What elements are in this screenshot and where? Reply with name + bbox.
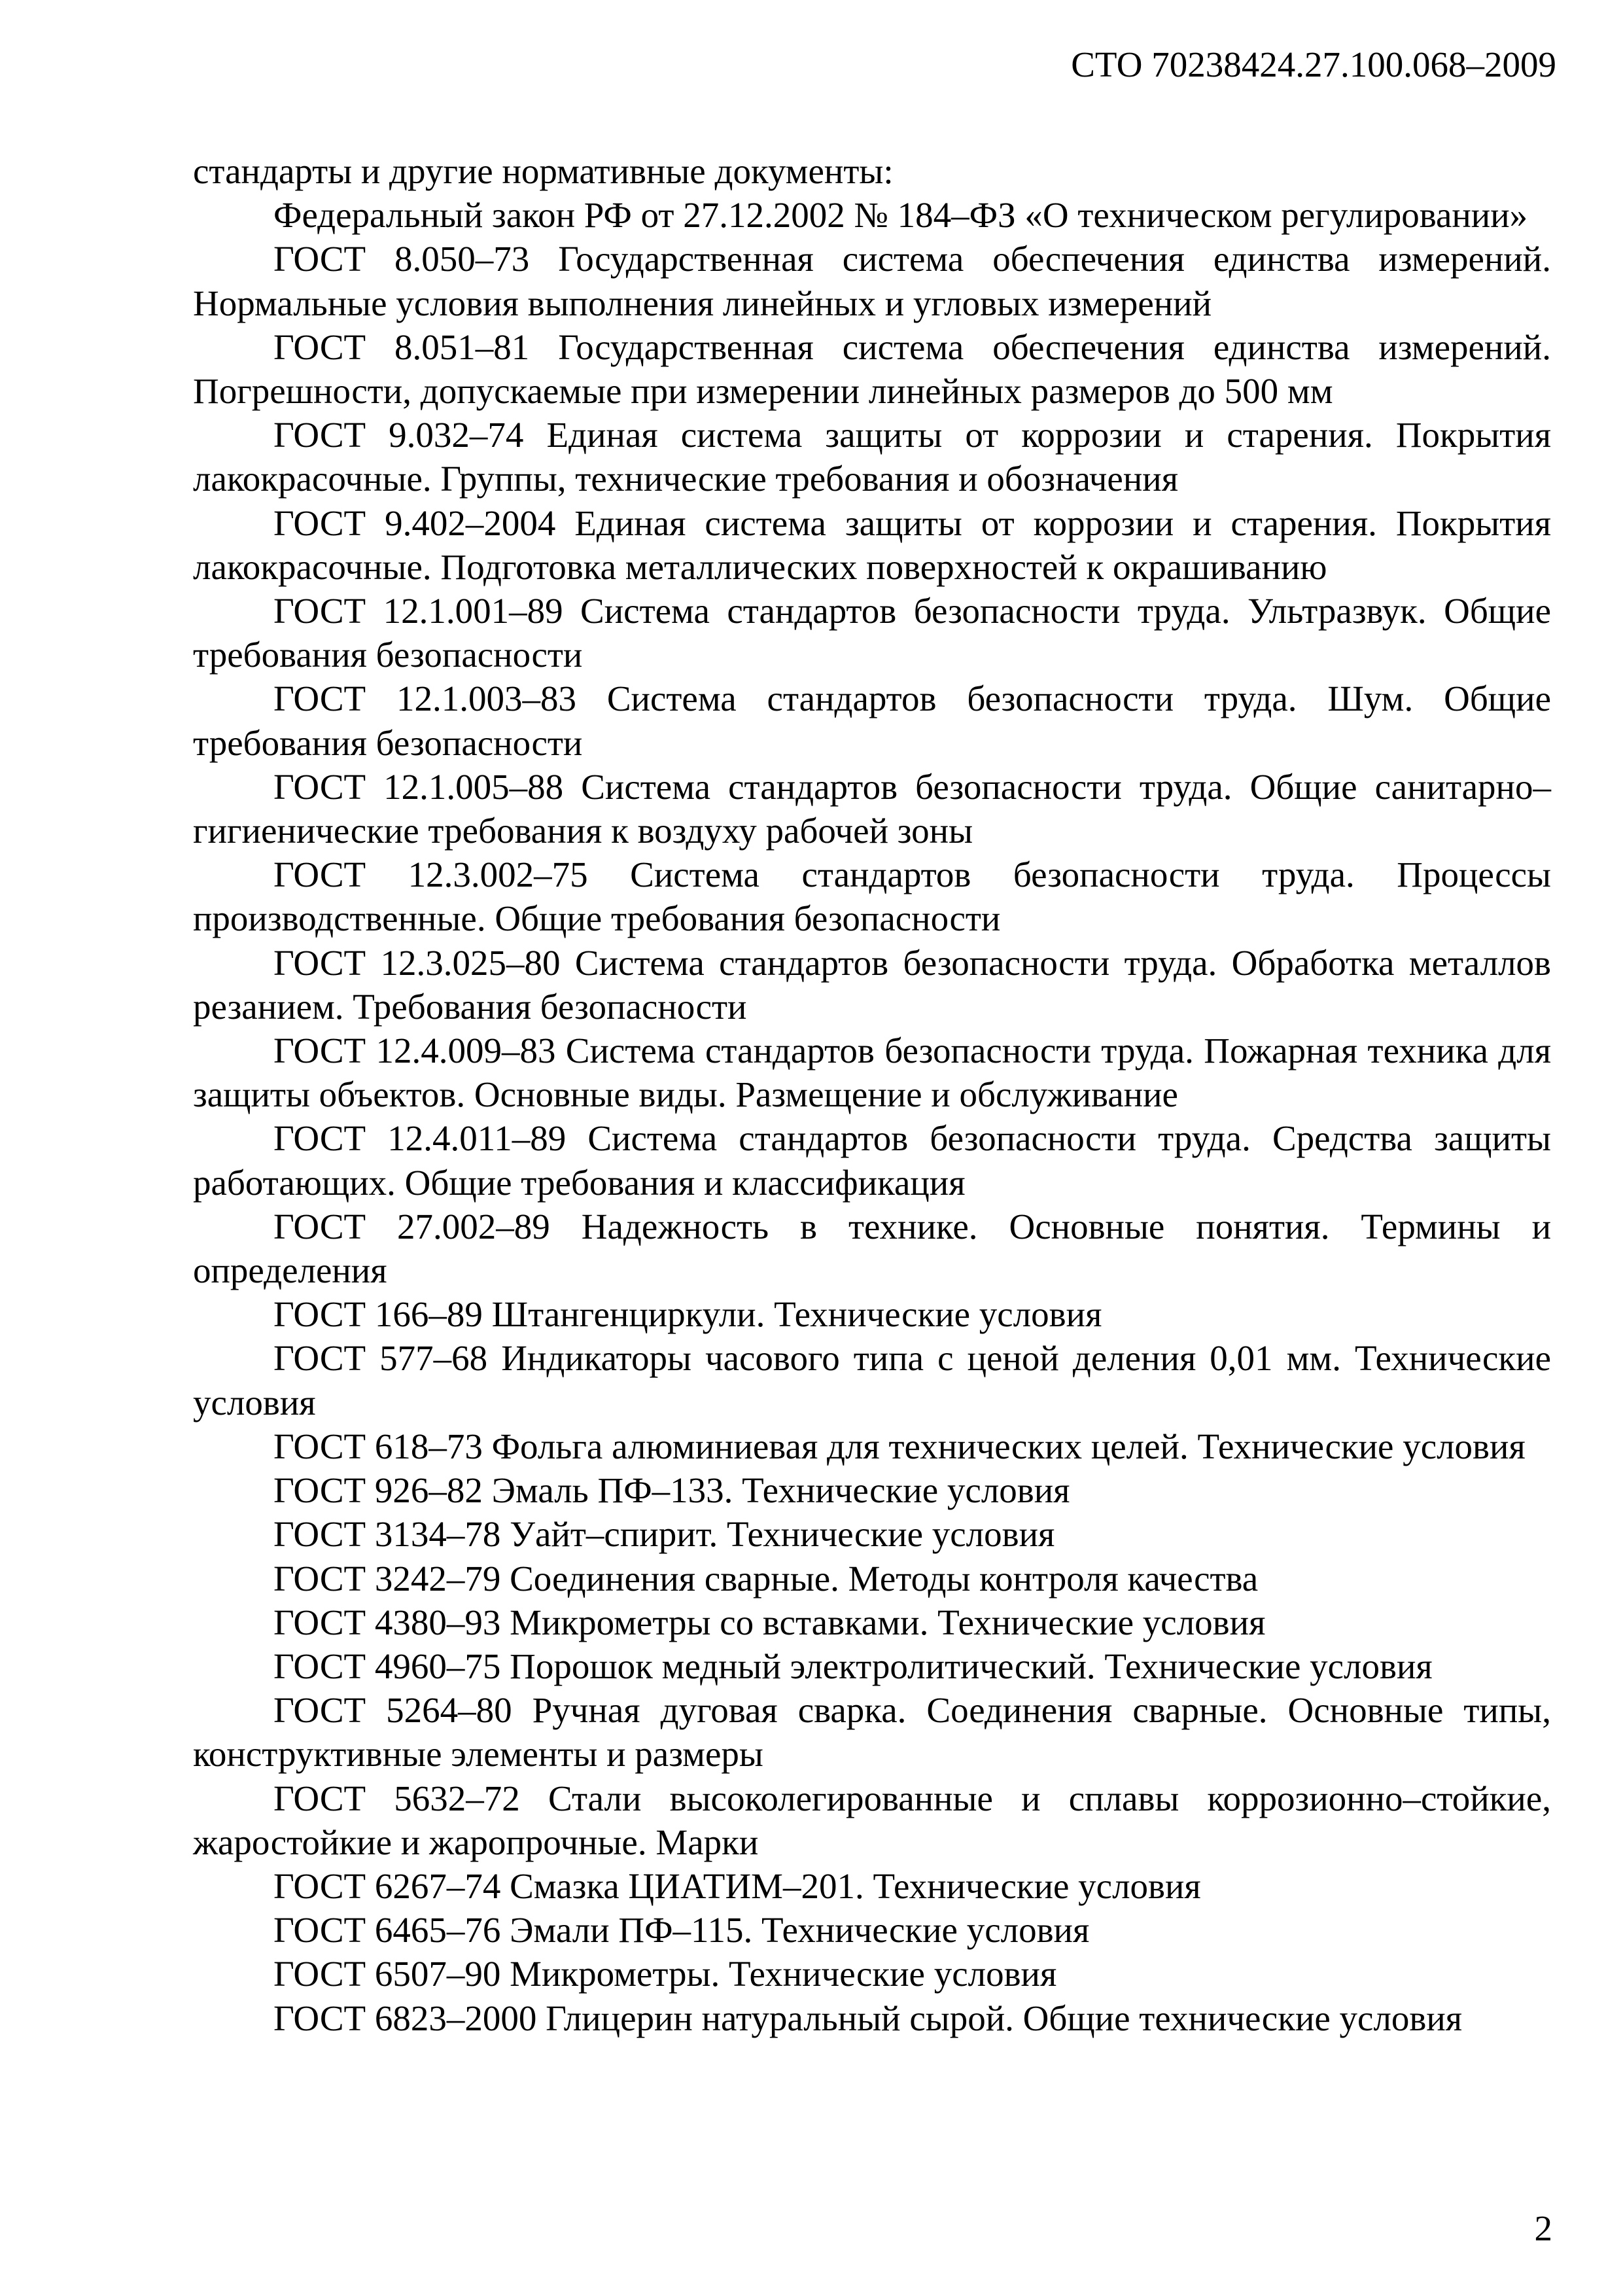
reference-item: ГОСТ 6267–74 Смазка ЦИАТИМ–201. Технические условия (273, 1865, 1201, 1906)
reference-item: ГОСТ 6507–90 Микрометры. Технические условия (273, 1954, 1057, 1994)
reference-item: ГОСТ 8.050–73 Государственная система обеспечения единства измерений. Нормальные условия выполнения линейных и угловых измерений (193, 239, 1551, 323)
reference-item: ГОСТ 12.1.003–83 Система стандартов безопасности труда. Шум. Общие требования безопасности (193, 679, 1551, 763)
reference-item: ГОСТ 12.4.011–89 Система стандартов безопасности труда. Средства защиты работающих. Общие требования и классификация (193, 1118, 1551, 1203)
reference-item: ГОСТ 6465–76 Эмали ПФ–115. Технические условия (273, 1910, 1090, 1951)
reference-item: ГОСТ 8.051–81 Государственная система обеспечения единства измерений. Погрешности, допускаемые при измерении линейных размеров до 500 мм (193, 327, 1551, 412)
page-number: 2 (1534, 2208, 1552, 2248)
reference-item: Федеральный закон РФ от 27.12.2002 № 184–ФЗ «О техническом регулировании» (273, 195, 1528, 236)
reference-item: ГОСТ 3242–79 Соединения сварные. Методы контроля качества (273, 1558, 1259, 1598)
reference-item: ГОСТ 577–68 Индикаторы часового типа с ценой деления 0,01 мм. Технические условия (193, 1338, 1551, 1422)
reference-item: ГОСТ 9.402–2004 Единая система защиты от коррозии и старения. Покрытия лакокрасочные. Подготовка металлических поверхностей к окрашиванию (193, 503, 1551, 587)
reference-item: ГОСТ 12.3.025–80 Система стандартов безопасности труда. Обработка металлов резанием. Требования безопасности (193, 942, 1551, 1027)
document-code: СТО 70238424.27.100.068–2009 (1071, 44, 1556, 84)
reference-item: ГОСТ 12.3.002–75 Система стандартов безопасности труда. Процессы производственные. Общие требования безопасности (193, 855, 1551, 939)
reference-item: ГОСТ 5264–80 Ручная дуговая сварка. Соединения сварные. Основные типы, конструктивные элементы и размеры (193, 1690, 1551, 1775)
references-intro: стандарты и другие нормативные документы: (193, 151, 894, 191)
reference-item: ГОСТ 618–73 Фольга алюминиевая для технических целей. Технические условия (273, 1426, 1526, 1466)
reference-item: ГОСТ 166–89 Штангенциркули. Технические условия (273, 1294, 1102, 1335)
reference-item: ГОСТ 12.1.001–89 Система стандартов безопасности труда. Ультразвук. Общие требования безопасности (193, 591, 1551, 675)
reference-item: ГОСТ 6823–2000 Глицерин натуральный сырой. Общие технические условия (273, 1998, 1463, 2038)
reference-item: ГОСТ 12.1.005–88 Система стандартов безопасности труда. Общие санитарно–гигиенические требования к воздуху рабочей зоны (193, 766, 1551, 851)
document-body (193, 149, 1551, 2040)
reference-item: ГОСТ 12.4.009–83 Система стандартов безопасности труда. Пожарная техника для защиты объектов. Основные виды. Размещение и обслуживание (193, 1031, 1551, 1115)
reference-item: ГОСТ 3134–78 Уайт–спирит. Технические условия (273, 1514, 1055, 1555)
reference-item: ГОСТ 4380–93 Микрометры со вставками. Технические условия (273, 1602, 1266, 1642)
reference-item: ГОСТ 5632–72 Стали высоколегированные и сплавы коррозионно–стойкие, жаростойкие и жаропрочные. Марки (193, 1778, 1551, 1862)
reference-item: ГОСТ 27.002–89 Надежность в технике. Основные понятия. Термины и определения (193, 1206, 1551, 1291)
reference-item: ГОСТ 926–82 Эмаль ПФ–133. Технические условия (273, 1470, 1070, 1511)
reference-item: ГОСТ 4960–75 Порошок медный электролитический. Технические условия (273, 1646, 1433, 1686)
reference-item: ГОСТ 9.032–74 Единая система защиты от коррозии и старения. Покрытия лакокрасочные. Группы, технические требования и обозначения (193, 415, 1551, 499)
